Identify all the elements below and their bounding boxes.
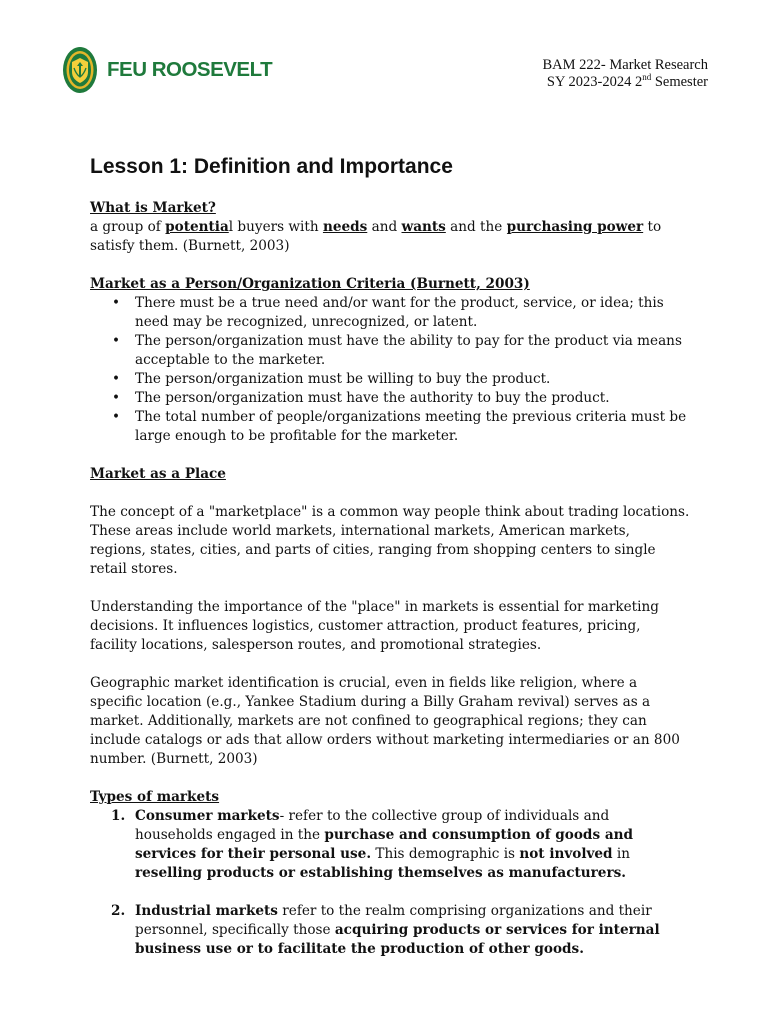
market-place-heading: Market as a Place: [90, 466, 226, 482]
list-item: • There must be a true need and/or want for the product, service, or idea; this need may be recognized, unrecognized, or latent.: [90, 294, 690, 332]
list-item: • The person/organization must have the authority to buy the product.: [90, 389, 690, 408]
logo-wordmark: FEU ROOSEVELT: [107, 57, 273, 81]
market-types-list: [90, 807, 690, 959]
school-year: SY 2023-2024 2nd Semester: [546, 72, 708, 90]
industrial-markets-item: 2. Industrial markets refer to the realm comprising organizations and their personnel, specifically those acquiring products or services for internal business use or to facilitate the production of other goods.: [111, 903, 660, 957]
market-definition: a group of potential buyers with needs and wants and the purchasing power to satisfy them. (Burnett, 2003): [90, 219, 662, 254]
what-is-market-heading: What is Market?: [90, 200, 216, 216]
place-paragraph-2: Understanding the importance of the "place" in markets is essential for marketing decisions. It influences logistics, customer attraction, product features, pricing, facility locations, salesperson routes, and promotional strategies.: [90, 599, 659, 653]
feu-seal-icon: [62, 46, 98, 94]
criteria-heading: Market as a Person/Organization Criteria (Burnett, 2003): [90, 276, 530, 292]
list-item: • The person/organization must be willing to buy the product.: [90, 370, 690, 389]
consumer-markets-item: 1. Consumer markets- refer to the collective group of individuals and households engaged in the purchase and consumption of goods and services for their personal use. This demographic is not involved in reselling products or establishing themselves as manufacturers.: [111, 808, 634, 881]
types-heading: Types of markets: [90, 789, 220, 805]
place-paragraph-1: The concept of a "marketplace" is a common way people think about trading locations. These areas include world markets, international markets, American markets, regions, states, cities, and parts of cities, ranging from shopping centers to single retail stores.: [90, 504, 690, 577]
lesson-content: [90, 199, 690, 959]
list-item: • The person/organization must have the ability to pay for the product via means acceptable to the marketer.: [90, 332, 690, 370]
course-code: BAM 222- Market Research: [542, 57, 708, 73]
place-paragraph-3: Geographic market identification is crucial, even in fields like religion, where a specific location (e.g., Yankee Stadium during a Billy Graham revival) serves as a market. Additionally, markets are not confined to geographical regions; they can include catalogs or ads that allow orders without marketing intermediaries or an 800 number. (Burnett, 2003): [90, 675, 680, 767]
lesson-title: Lesson 1: Definition and Importance: [90, 155, 453, 178]
list-item: • The total number of people/organizations meeting the previous criteria must be large enough to be profitable for the marketer.: [90, 408, 690, 446]
course-info: [543, 57, 709, 91]
feu-roosevelt-logo: [62, 46, 272, 94]
criteria-list: [90, 294, 690, 446]
